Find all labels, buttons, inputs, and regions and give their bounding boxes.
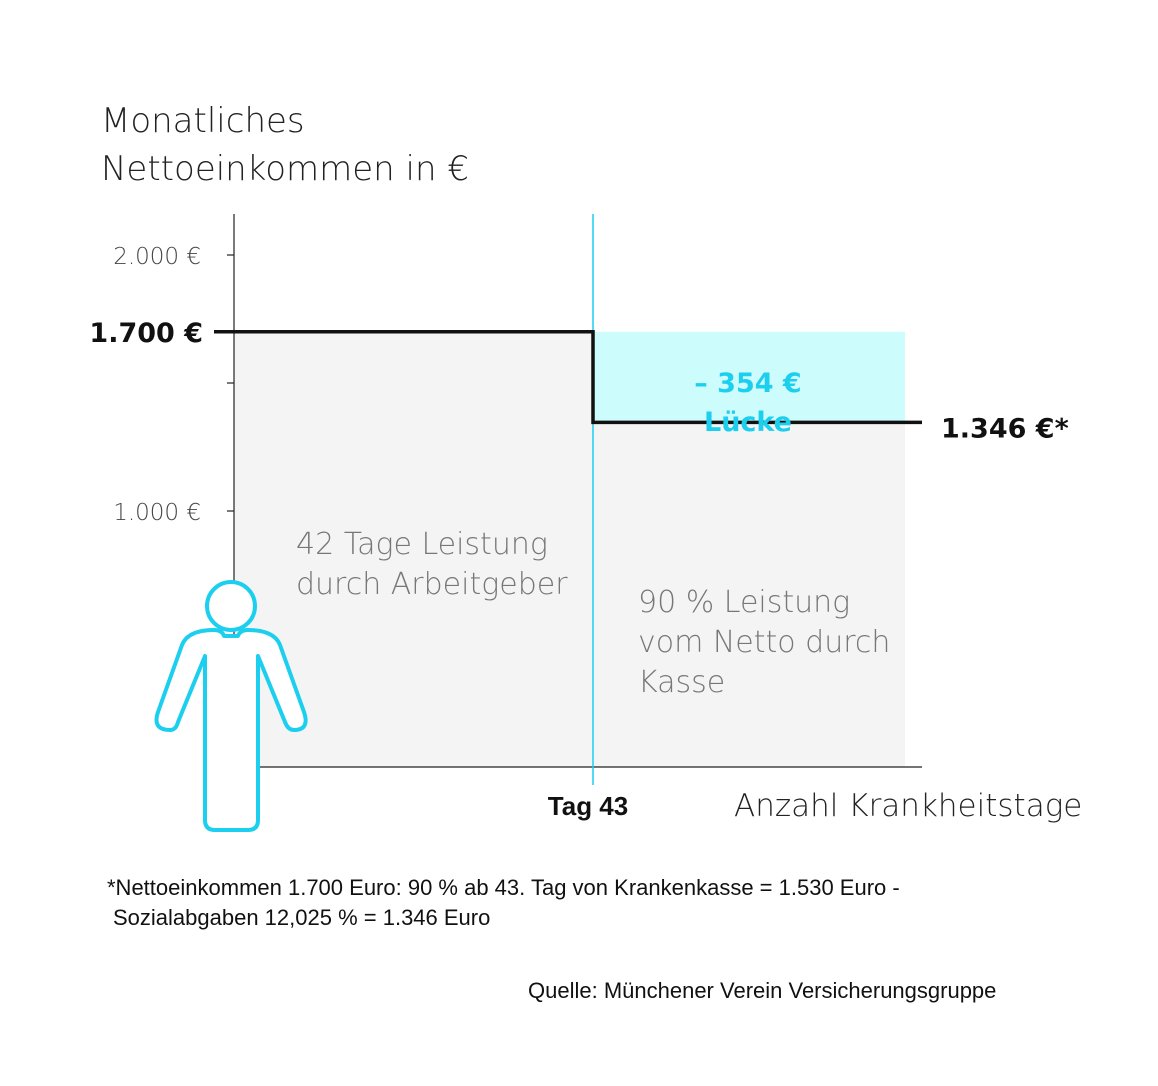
gap-value-label: – 354 € [694, 368, 802, 399]
employer-region-line-1: 42 Tage Leistung [296, 527, 548, 562]
y-tick-label: 2.000 € [113, 244, 201, 270]
insurance-region-line-1: 90 % Leistung [638, 585, 851, 620]
footnote-line-2: Sozialabgaben 12,025 % = 1.346 Euro [113, 905, 491, 930]
level-label-before: 1.700 € [89, 317, 203, 349]
footnote-line-1: *Nettoeinkommen 1.700 Euro: 90 % ab 43. Tag von Krankenkasse = 1.530 Euro - [107, 875, 900, 900]
level-label-after: 1.346 €* [941, 413, 1069, 445]
day-43-label: Tag 43 [547, 791, 629, 821]
gap-caption-label: Lücke [704, 407, 792, 438]
employer-region-line-2: durch Arbeitgeber [296, 567, 568, 602]
chart-title-line-2: Nettoeinkommen in € [101, 149, 469, 189]
y-tick-label: 1.000 € [113, 500, 201, 526]
chart-title-line-1: Monatliches [101, 101, 305, 141]
insurance-region-line-3: Kasse [638, 665, 726, 700]
x-axis-label: Anzahl Krankheitstage [734, 788, 1083, 824]
source-label: Quelle: Münchener Verein Versicherungsgruppe [528, 978, 997, 1003]
insurance-region-line-2: vom Netto durch [638, 625, 891, 660]
y-ticks [113, 244, 234, 526]
